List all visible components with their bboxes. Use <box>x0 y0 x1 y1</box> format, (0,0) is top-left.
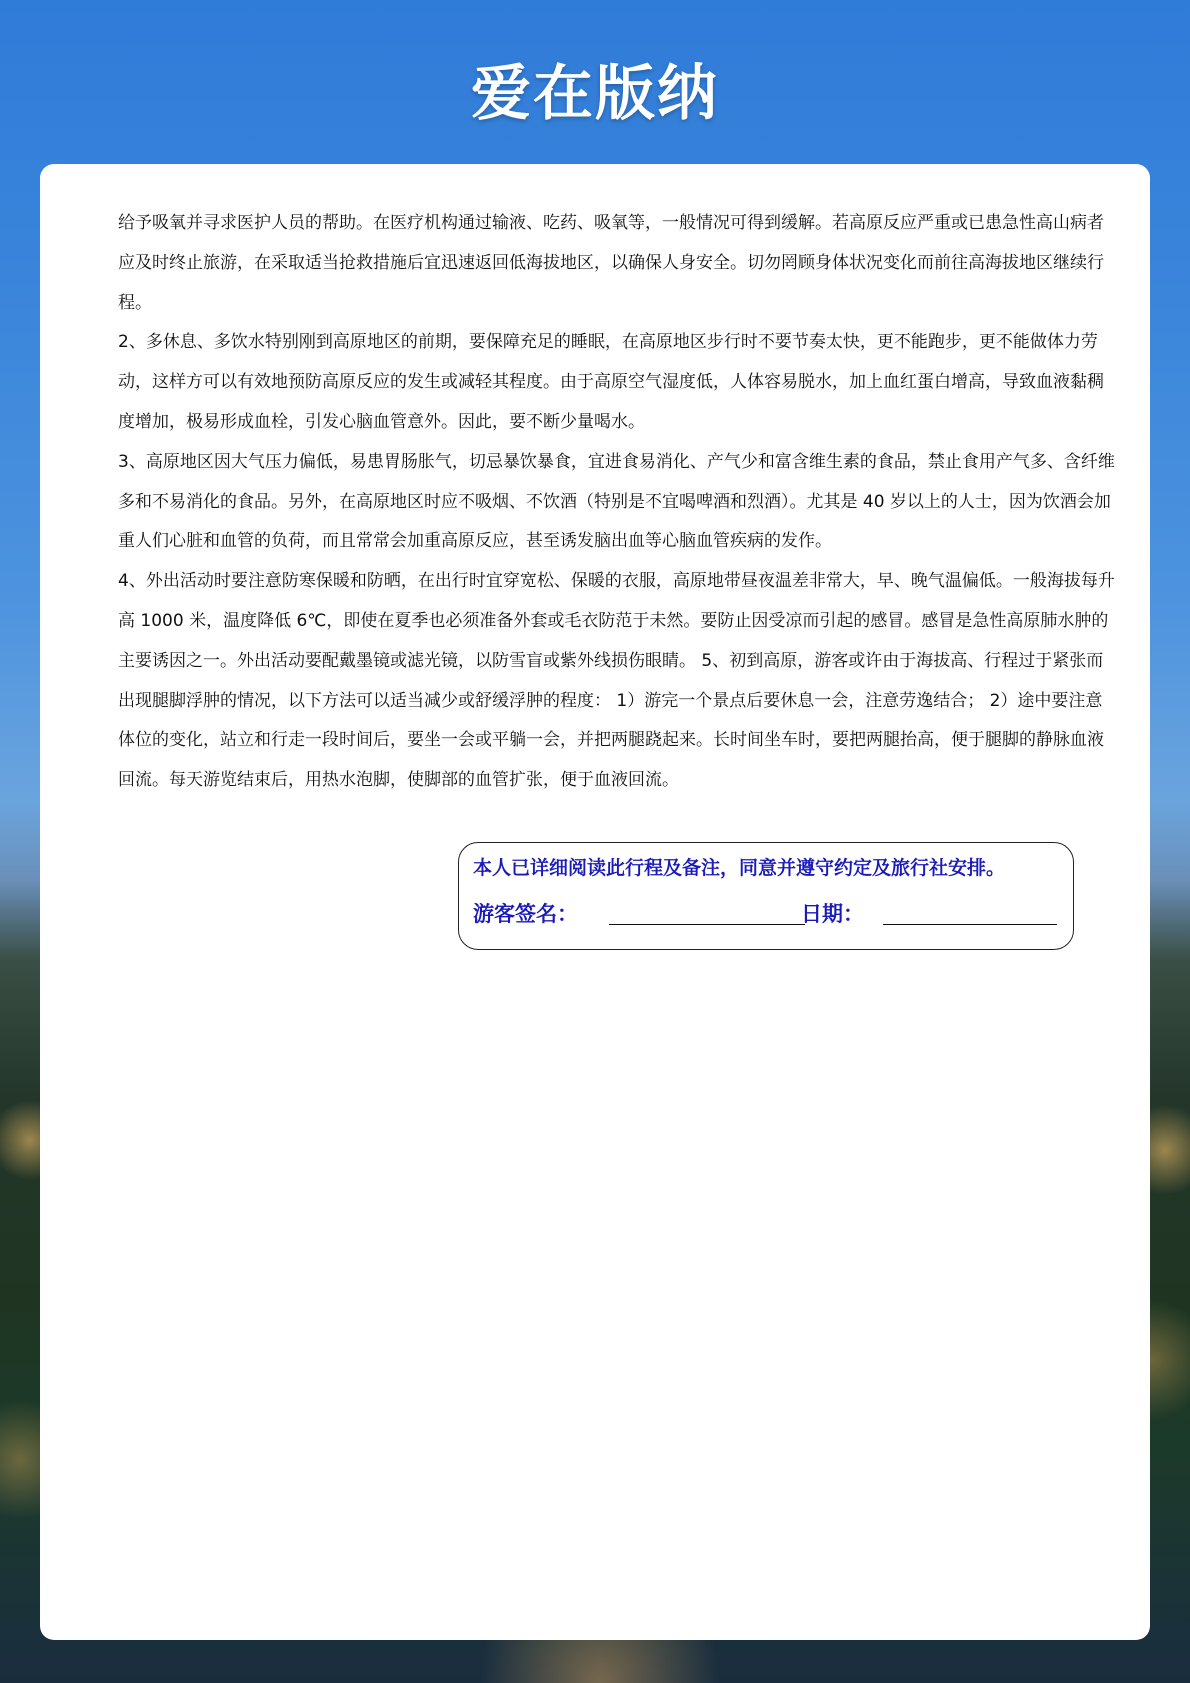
notes-body <box>118 204 1118 801</box>
paragraph-oxygen: 给予吸氧并寻求医护人员的帮助。在医疗机构通过输液、吃药、吸氧等，一般情况可得到缓解。若高原反应严重或已患急性高山病者应及时终止旅游，在采取适当抢救措施后宜迅速返回低海拔地区，以确保人身安全。切勿罔顾身体状况变化而前往高海拔地区继续行程。 <box>118 213 1104 313</box>
content-card <box>40 164 1150 1640</box>
paragraph-rest-water: 2、多休息、多饮水特别刚到高原地区的前期，要保障充足的睡眠，在高原地区步行时不要节奏太快，更不能跑步，更不能做体力劳动，这样方可以有效地预防高原反应的发生或减轻其程度。由于高原空气湿度低，人体容易脱水，加上血红蛋白增高，导致血液黏稠度增加，极易形成血栓，引发心脑血管意外。因此，要不断少量喝水。 <box>118 332 1104 432</box>
signature-line[interactable] <box>609 924 805 925</box>
paragraph-clothing-swelling: 4、外出活动时要注意防寒保暖和防晒，在出行时宜穿宽松、保暖的衣服，高原地带昼夜温差非常大，早、晚气温偏低。一般海拔每升高 1000 米，温度降低 6℃，即使在夏季也必须准备外套或毛衣防范于未然。要防止因受凉而引起的感冒。感冒是急性高原肺水肿的主要诱因之一。外出活动要配戴墨镜或滤光镜，以防雪盲或紫外线损伤眼睛。 5、初到高原，游客或许由于海拔高、行程过于紧张而出现腿脚浮肿的情况，以下方法可以适当减少或舒缓浮肿的程度： 1）游完一个景点后要休息一会，注意劳逸结合； 2）途中要注意体位的变化，站立和行走一段时间后，要坐一会或平躺一会，并把两腿跷起来。长时间坐车时，要把两腿抬高，便于腿脚的静脉血液回流。每天游览结束后，用热水泡脚，使脚部的血管扩张，便于血液回流。 <box>118 571 1115 791</box>
agreement-box <box>458 842 1074 950</box>
date-line[interactable] <box>883 924 1057 925</box>
signature-label: 游客签名： <box>473 901 578 926</box>
paragraph-diet: 3、高原地区因大气压力偏低，易患胃肠胀气，切忌暴饮暴食，宜进食易消化、产气少和富含维生素的食品，禁止食用产气多、含纤维多和不易消化的食品。另外，在高原地区时应不吸烟、不饮酒（特别是不宜喝啤酒和烈酒）。尤其是 40 岁以上的人士，因为饮酒会加重人们心脏和血管的负荷，而且常常会加重高原反应，甚至诱发脑出血等心脑血管疾病的发作。 <box>118 451 1115 552</box>
agreement-statement: 本人已详细阅读此行程及备注，同意并遵守约定及旅行社安排。 <box>473 857 1006 879</box>
date-label: 日期： <box>801 901 864 926</box>
page-title: 爱在版纳 <box>471 59 719 129</box>
